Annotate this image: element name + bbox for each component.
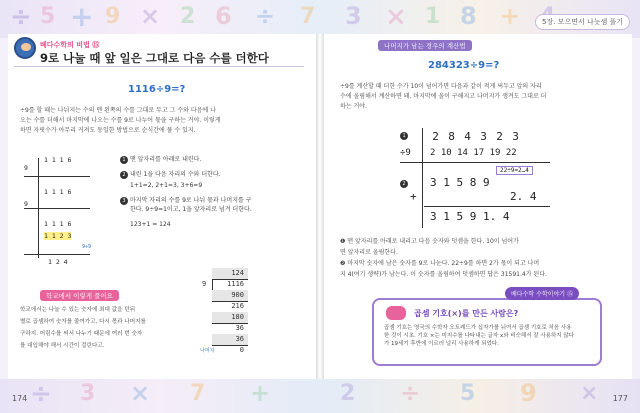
school-method-label: 학교에서 이렇게 풀어요: [40, 290, 119, 301]
calc-rule: [424, 206, 550, 207]
right-example-equation: 284323÷9=?: [428, 60, 500, 71]
step-item: [120, 205, 310, 214]
school-method-text: [20, 304, 195, 352]
diagram-note: 9÷9: [82, 244, 92, 250]
diagram-rule: [24, 208, 90, 209]
plus-sign: +: [410, 190, 417, 203]
tip-box: [372, 298, 602, 366]
vedic-division-diagram: [20, 150, 120, 270]
step-item: [120, 170, 310, 179]
step-number: 1: [120, 156, 128, 164]
dividend-digit: 3: [480, 130, 487, 143]
diagram-dividend-1: 1 1 1 6: [44, 156, 72, 164]
calc-divider: [422, 128, 423, 228]
subtract-row: 36: [235, 324, 244, 332]
diagram-sum-row: 1 1 2 3: [44, 232, 72, 240]
tip-text: [384, 324, 596, 348]
step-text: 내린 1을 다음 자리의 수와 더한다.: [130, 171, 221, 178]
vedic-calc-diagram: [396, 128, 556, 228]
step-number: 3: [120, 197, 128, 205]
tip-title: 곱셈 기호(×)를 만든 사람은?: [414, 309, 519, 318]
intro-line: 오는 수를 더해서 마지막에 나오는 수를 9로 나누어 몫을 구하는 거야. 이렇게: [20, 117, 221, 124]
dividend-digit: 3: [512, 130, 519, 143]
title-divider: [14, 66, 304, 67]
left-page-number: 174: [12, 394, 28, 403]
long-division: [200, 268, 248, 358]
subtract-row: 216: [231, 302, 244, 310]
step-text: 1+1=2, 2+1=3, 3+6=9: [130, 182, 203, 189]
diagram-rule: [24, 176, 90, 177]
explanation-line: ❷ 마지막 숫자에 남은 숫자를 9로 나눈다. 22÷9를 하면 2가 몫이 되고 나머: [340, 260, 540, 267]
calc-note: 22÷9=2…4: [496, 166, 533, 175]
long-dividend: 1116: [227, 280, 244, 288]
dividend-digit: 2: [432, 130, 439, 143]
calc-rule: [400, 162, 550, 163]
story-badge: 베다수학 수학이야기 ⑮: [505, 287, 579, 300]
step-text: 한다. 9÷9=1이고, 1을 앞자리로 넘겨 더한다.: [130, 206, 252, 213]
diagram-divisor: 9: [24, 164, 28, 172]
section-tab: 5장. 모으면서 나눗셈 풀기: [535, 14, 630, 30]
step-text: 123+1 = 124: [130, 221, 171, 228]
steps-list: [120, 155, 310, 229]
intro-line: 수에 올림해서 계산하면 돼. 마지막에 올이 구해지고 나머지가 생겨도 그대로 더: [340, 93, 547, 100]
top-decor-band: ÷ 5 + 9 × 2 6 ÷ 7 3 × 1 8 +: [0, 0, 640, 38]
explanation-line: ❶ 맨 앞자리를 아래로 내리고 다음 숫자와 덧셈을 한다. 10이 넘어가: [340, 238, 519, 245]
intro-line: ÷9를 계산할 때 더한 수가 10이 넘어가면 다음과 같이 적게 써두고 앞의 자리: [340, 83, 542, 90]
dividend-digit: 2: [496, 130, 503, 143]
diagram-rule: [24, 254, 90, 255]
remainder-method-label: 나머지가 남는 경우의 계산법: [378, 40, 472, 51]
diagram-dividend-2: 1 1 1 6: [44, 188, 72, 196]
diagram-dividend-3: 1 1 1 6: [44, 220, 72, 228]
step-item: [120, 181, 310, 190]
long-divisor: 9: [202, 280, 207, 288]
page-title: 9로 나눌 때 앞 일은 그대로 다음 수를 더한다: [40, 51, 269, 65]
diagram-result: 1 2 4: [48, 258, 68, 266]
step-marker-2: 2: [400, 180, 408, 188]
subtract-row: 900: [231, 291, 244, 299]
right-explanations: [340, 236, 625, 280]
step-item: [120, 220, 310, 229]
tip-line: 가 19세기 후반에 이르러 널리 사용하게 되었다.: [384, 341, 499, 347]
remainder-label: 나머지: [200, 348, 215, 354]
section-kicker: 베다수학의 비법 ⑮: [40, 41, 100, 49]
explanation-line: 지 4(여기 생략)가 남는다. 이 숫자를 올림하여 덧셈하면 답은 31591.4가 된다.: [340, 271, 547, 278]
school-line: 구하지. 어림수를 써서 나누기 때문에 여러 번 숫자: [20, 331, 143, 337]
step-item: [120, 196, 310, 205]
calc-result: 3 1 5 9 1. 4: [430, 210, 510, 223]
character-avatar-icon: [14, 37, 36, 59]
intro-paragraph: [20, 106, 310, 136]
step-marker-1: 1: [400, 132, 408, 140]
chat-bubble-icon: [386, 306, 406, 320]
sum-row: 3 1 5 8 9: [430, 176, 490, 189]
tip-line: 한 것이 시초. 기호 ×는 미지수를 나타내는 글자 x와 비슷해서 잘 사용하지 않다: [384, 333, 574, 339]
step-text: 맨 앞자리를 아래로 내린다.: [130, 156, 202, 163]
school-line: 를 대입해야 해서 시간이 걸린다고.: [20, 343, 105, 349]
right-page-number: 177: [612, 394, 628, 403]
division-bracket: [212, 279, 213, 290]
subtract-row: 36: [235, 335, 244, 343]
intro-line: 하는 거야.: [340, 103, 367, 110]
divide-sign: ÷9: [400, 148, 411, 158]
remainder-value: 0: [239, 346, 244, 354]
diagram-divisor: 9: [24, 200, 28, 208]
explanation-line: 면 앞자리로 올림한다.: [340, 249, 398, 256]
example-equation: 1116÷9=?: [128, 84, 186, 95]
quotient: 124: [231, 269, 244, 277]
intro-line: ÷9를 할 때는 나눠지는 수의 맨 왼쪽의 수를 그대로 두고 그 수와 다음에 나: [20, 107, 216, 114]
carry-row: 2 10 14 17 19 22: [430, 148, 517, 158]
right-intro-paragraph: [340, 82, 625, 112]
intro-line: 하면 자릿수가 아무리 커져도 동일한 방법으로 순식간에 풀 수 있지.: [20, 127, 196, 134]
dividend-digit: 8: [448, 130, 455, 143]
step-item: [120, 155, 310, 164]
subtract-row: 180: [231, 313, 244, 321]
dividend-digit: 4: [464, 130, 471, 143]
step-text: 마지막 자리의 수를 9로 나눠 몫과 나머지를 구: [130, 197, 252, 204]
school-line: 별로 곱셈하여 숫자를 줄여가고, 다시 몫과 나머지를: [20, 319, 146, 325]
tip-line: 곱셈 기호는 영국의 수학자 오트레드가 십자가를 뉘여서 곱셈 기호로 처음 사용: [384, 325, 572, 331]
step-number: 2: [120, 171, 128, 179]
school-line: 학교에서는 나눌 수 있는 숫자에 최대 값을 던뒤: [20, 307, 136, 313]
book-spine: [316, 34, 324, 379]
add-row: 2. 4: [510, 190, 537, 203]
bottom-decor-band: ÷ 3 × 7 + 2 ÷ 5 9 ×: [0, 379, 640, 413]
